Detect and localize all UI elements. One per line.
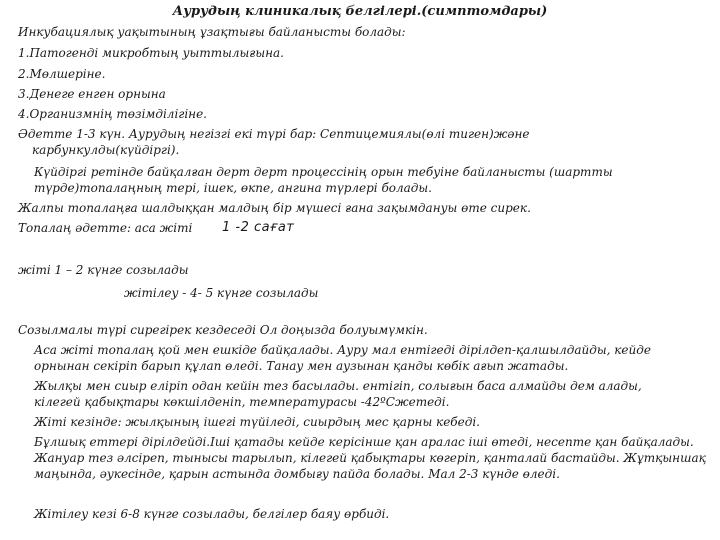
sub-acute-line: жіті 1 – 2 күнге созылады	[18, 263, 189, 277]
kuydirgi-paragraph: Күйдіргі ретінде байқалған дерт дерт процессінің орын тебуіне байланысты (шартты түрде)топалаңның тері, ішек, өкпе, ангина түрлері болады.	[34, 165, 613, 195]
incubation-line: Инкубациялық уақытының ұзақтығы байланысты болады:	[18, 25, 406, 39]
paragraph-sheep-goats: Аса жіті топалаң қой мен ешкіде байқалады. Ауру мал ентігеді дірілдеп-қалшылдайды, кейде орнынан секіріп барып құлап өледі. Танау мен аузынан қанды көбік ағып жатады.	[34, 343, 651, 373]
acute-duration: 1 -2 сағат	[222, 220, 295, 235]
list-item-2: 2.Мөлшеріне.	[18, 67, 106, 81]
disease-types-paragraph: Әдетте 1-3 күн. Аурудың негізгі екі түрі бар: Септицемиялы(өлі тиген)және карбункулды(күйдіргі).	[18, 127, 530, 157]
acute-label: Топалаң әдетте: аса жіті	[18, 221, 193, 235]
slide-title: Аурудың клиникалық белгілері.(симптомдары)	[172, 4, 548, 19]
chronic-line: Созылмалы түрі сирегірек кездеседі Ол доңызда болуымүмкін.	[18, 323, 428, 337]
sub-chronic-line: жітілеу - 4- 5 күнге созылады	[124, 286, 319, 300]
paragraph-acute-signs: Жіті кезінде: жылқының ішегі түйіледі, сиырдың мес қарны кебеді.	[34, 415, 480, 429]
paragraph-subacute-duration: Жітілеу кезі 6-8 күнге созылады, белгілер баяу өрбиді.	[34, 507, 390, 521]
paragraph-horse-cattle: Жылқы мен сиыр еліріп одан кейін тез басылады. ентігіп, солығын баса алмайды дем алады, кілегей қабықтары көкшілденіп, температурасы -42ºСжетеді.	[34, 379, 642, 409]
rare-lesion-line: Жалпы топалаңға шалдыққан малдың бір мүшесі ғана зақымдануы өте сирек.	[18, 201, 531, 215]
paragraph-muscle-tremor: Бұлшық еттері дірілдейді.Іші қатады кейде керісінше қан аралас іші өтеді, несепте қан байқалады. Жануар тез әлсіреп, тынысы тарылып, кілегей қабықтары көгеріп, қанталай бастайды. Жұтқыншақ маңында, әукесінде, қарын астында домбығу пайда болады. Мал 2-3 күнде өледі.	[34, 435, 706, 481]
list-item-1: 1.Патогенді микробтың уыттылығына.	[18, 46, 284, 60]
list-item-3: 3.Денеге енген орнына	[18, 87, 166, 101]
list-item-4: 4.Организмнің төзімділігіне.	[18, 107, 207, 121]
